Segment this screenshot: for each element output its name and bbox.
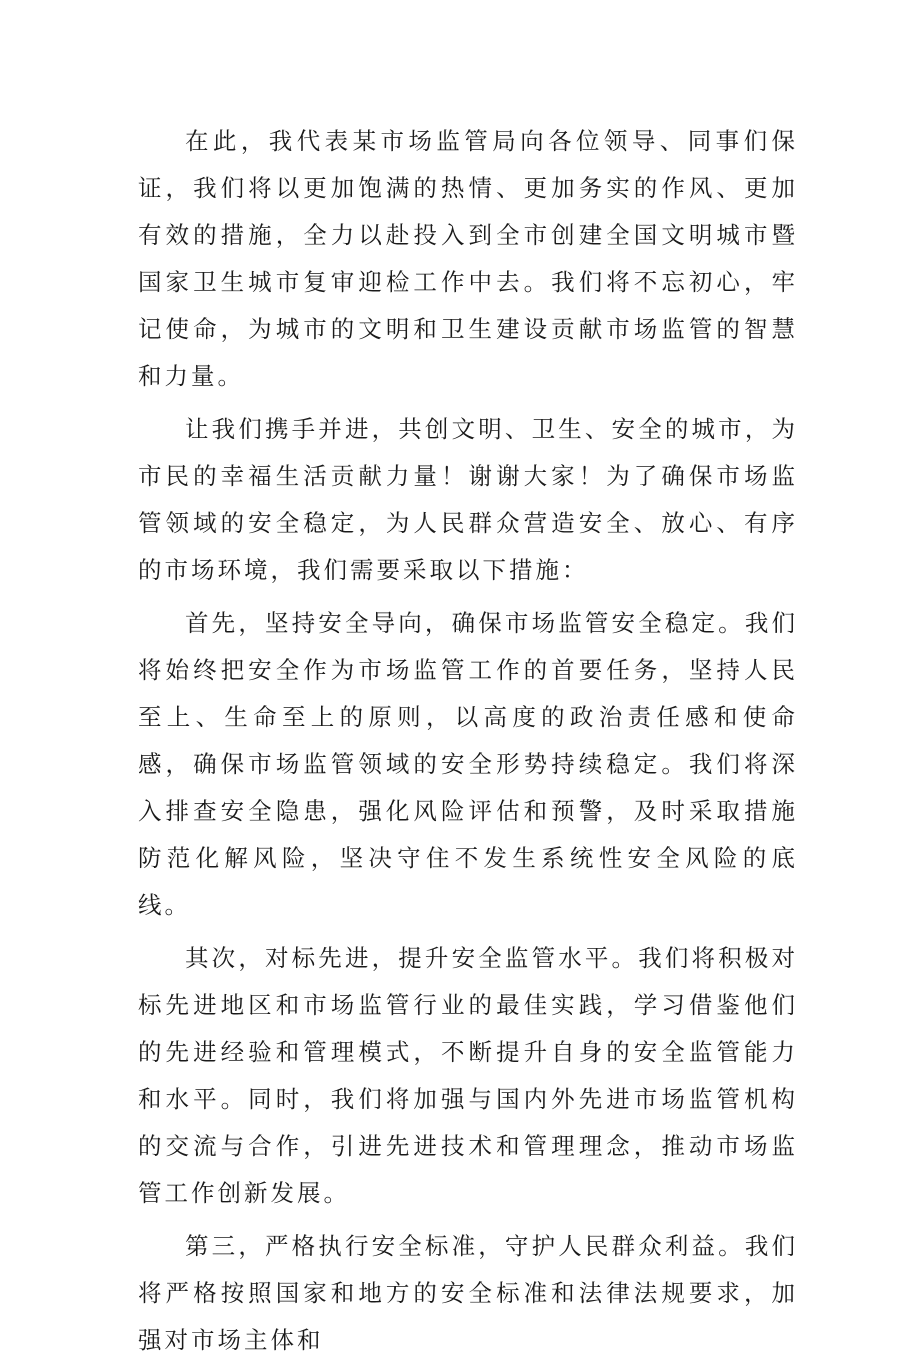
paragraph-call-to-action: 让我们携手并进，共创文明、卫生、安全的城市，为市民的幸福生活贡献力量！谢谢大家！为了确保市场监管领域的安全稳定，为人民群众营造安全、放心、有序的市场环境，我们需要采取以下措施： [138, 415, 798, 584]
document-body [138, 118, 798, 1370]
paragraph-first-measure: 首先，坚持安全导向，确保市场监管安全稳定。我们将始终把安全作为市场监管工作的首要任务，坚持人民至上、生命至上的原则，以高度的政治责任感和使命感，确保市场监管领域的安全形势持续稳定。我们将深入排查安全隐患，强化风险评估和预警，及时采取措施防范化解风险，坚决守住不发生系统性安全风险的底线。 [138, 609, 798, 919]
paragraph-third-measure: 第三，严格执行安全标准，守护人民群众利益。我们将严格按照国家和地方的安全标准和法律法规要求，加强对市场主体和 [138, 1232, 798, 1354]
paragraph-second-measure: 其次，对标先进，提升安全监管水平。我们将积极对标先进地区和市场监管行业的最佳实践，学习借鉴他们的先进经验和管理模式，不断提升自身的安全监管能力和水平。同时，我们将加强与国内外先进市场监管机构的交流与合作，引进先进技术和管理理念，推动市场监管工作创新发展。 [138, 944, 798, 1207]
paragraph-pledge: 在此，我代表某市场监管局向各位领导、同事们保证，我们将以更加饱满的热情、更加务实的作风、更加有效的措施，全力以赴投入到全市创建全国文明城市暨国家卫生城市复审迎检工作中去。我们将不忘初心，牢记使命，为城市的文明和卫生建设贡献市场监管的智慧和力量。 [138, 127, 798, 390]
